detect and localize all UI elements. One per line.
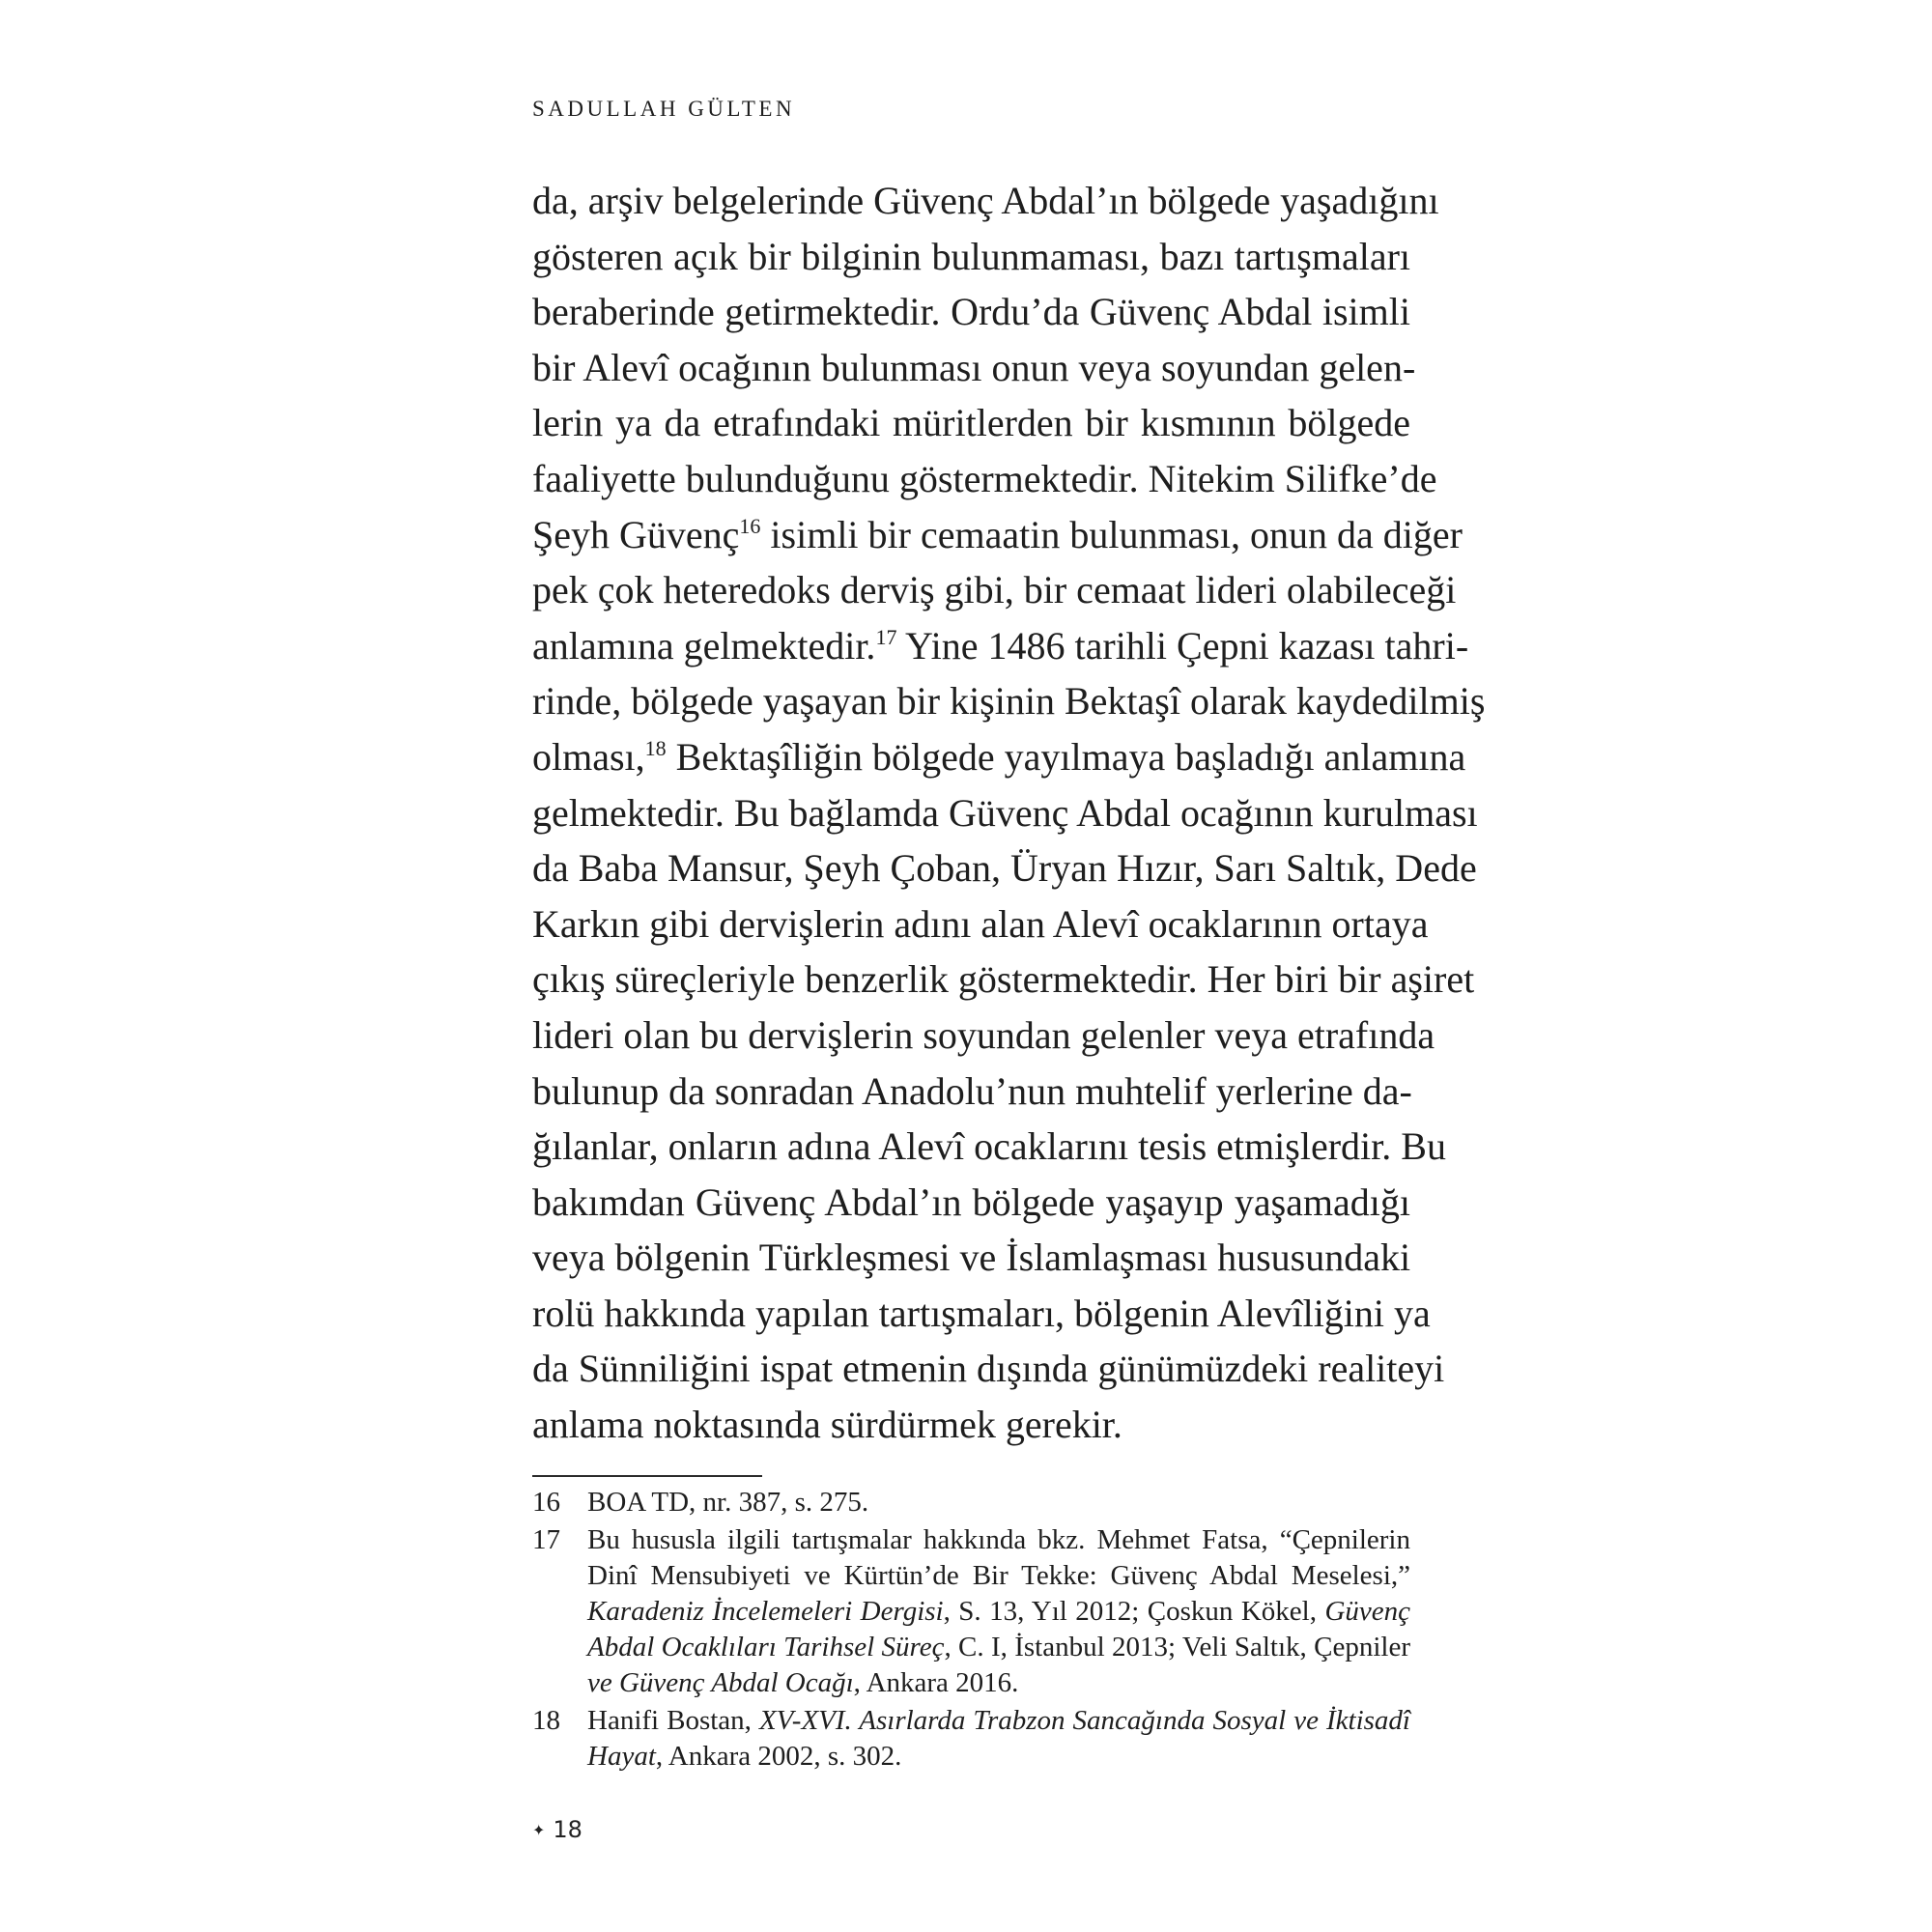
footnote-number: 17 [532,1524,560,1555]
ornament-icon: ✦ [532,1821,546,1839]
body-line: veya bölgenin Türkleşmesi ve İslamlaşması hususundaki [532,1236,1411,1280]
body-line: lerin ya da etrafındaki müritlerden bir kısmının bölgede [532,401,1410,445]
body-line: rinde, bölgede yaşayan bir kişinin Bektaşî olarak kaydedilmiş [532,679,1486,724]
page-number-value: 18 [553,1816,582,1843]
body-line: çıkış süreçleriyle benzerlik göstermektedir. Her biri bir aşiret [532,957,1475,1002]
footnote-reference[interactable]: 18 [644,735,667,760]
body-line: beraberinde getirmektedir. Ordu’da Güvenç Abdal isimli [532,290,1410,334]
footnote-text: , S. 13, Yıl 2012; Çoskun Kökel, [943,1596,1325,1627]
body-line: da Baba Mansur, Şeyh Çoban, Üryan Hızır, Sarı Saltık, Dede [532,846,1477,891]
body-line: da Sünniliğini ispat etmenin dışında günümüzdeki realiteyi [532,1347,1445,1391]
footnote-number: 18 [532,1705,560,1736]
body-line: bakımdan Güvenç Abdal’ın bölgede yaşayıp yaşamadığı [532,1179,1410,1224]
body-line: da, arşiv belgelerinde Güvenç Abdal’ın bölgede yaşadığını [532,179,1439,222]
body-text-segment: Şeyh Güvenç [532,512,740,556]
footnote-text: Bu hususla ilgili tartışmalar hakkında bkz. Mehmet Fatsa, “Çepnilerin [587,1524,1410,1555]
footnote-title: Abdal Ocaklıları Tarihsel Süreç [587,1632,945,1662]
footnote-text: Hanifi Bostan, [587,1705,759,1736]
footnote-title: Hayat [587,1741,656,1772]
body-line: gösteren açık bir bilginin bulunmaması, bazı tartışmaları [532,234,1410,278]
footnote-reference[interactable]: 17 [875,624,897,649]
body-line: rolü hakkında yapılan tartışmaları, bölgenin Alevîliğini ya [532,1291,1431,1335]
footnote-line [587,1485,1410,1520]
footnote-title: Güvenç [1324,1596,1410,1627]
body-line: bir Alevî ocağının bulunması onun veya soyundan gelen- [532,345,1416,389]
footnote-text: , C. I, İstanbul 2013; Veli Saltık, Çepniler [944,1632,1410,1662]
body-line: pek çok heteredoks derviş gibi, bir cemaat lideri olabileceği [532,568,1457,612]
footnote-text: , Ankara 2002, s. 302. [655,1741,902,1772]
footnote-text: , Ankara 2016. [853,1667,1019,1698]
footnote [532,1522,1410,1701]
footnotes [532,1485,1410,1776]
footnote-line [587,1630,1410,1665]
footnote-title: Karadeniz İncelemeleri Dergisi [587,1596,944,1627]
footnote [532,1703,1410,1775]
body-line: gelmektedir. Bu bağlamda Güvenç Abdal ocağının kurulması [532,790,1478,835]
body-line: ğılanlar, onların adına Alevî ocaklarını tesis etmişlerdir. Bu [532,1124,1446,1169]
footnote-line [587,1703,1410,1739]
footnote-line [587,1665,1410,1701]
body-line: faaliyette bulunduğunu göstermektedir. Nitekim Silifke’de [532,456,1437,500]
footnote-line [587,1558,1410,1594]
body-line [532,729,1466,785]
footnote-text: Dinî Mensubiyeti ve Kürtün’de Bir Tekke: Güvenç Abdal Meselesi,” [587,1560,1410,1591]
body-line: bulunup da sonradan Anadolu’nun muhtelif yerlerine da- [532,1068,1412,1113]
body-line [532,618,1469,674]
body-paragraph [532,173,1486,1453]
footnote-line [587,1522,1410,1558]
running-head: SADULLAH GÜLTEN [532,97,796,121]
footnote-line [587,1739,1410,1775]
footnote [532,1485,1410,1520]
body-text-segment: isimli bir cemaatin bulunması, onun da diğer [760,512,1463,556]
footnote-divider [532,1475,762,1477]
body-line [532,507,1463,563]
body-line: lideri olan bu dervişlerin soyundan gelenler veya etrafında [532,1012,1435,1057]
footnote-line [587,1594,1410,1630]
body-line: anlama noktasında sürdürmek gerekir. [532,1403,1122,1447]
footnote-reference[interactable]: 16 [739,513,761,538]
body-text-segment: Yine 1486 tarihli Çepni kazası tahri- [896,623,1469,668]
page-number [532,1816,582,1843]
footnote-number: 16 [532,1487,560,1518]
footnote-text: BOA TD, nr. 387, s. 275. [587,1487,869,1518]
footnote-title: XV-XVI. Asırlarda Trabzon Sancağında Sosyal ve İktisadî [758,1705,1410,1736]
footnote-title: ve Güvenç Abdal Ocağı [587,1667,854,1698]
body-text-segment: olması, [532,734,645,779]
body-text-segment: anlamına gelmektedir. [532,623,876,668]
body-line: Karkın gibi dervişlerin adını alan Alevî ocaklarının ortaya [532,901,1429,946]
body-text-segment: Bektaşîliğin bölgede yayılmaya başladığı anlamına [666,734,1466,779]
